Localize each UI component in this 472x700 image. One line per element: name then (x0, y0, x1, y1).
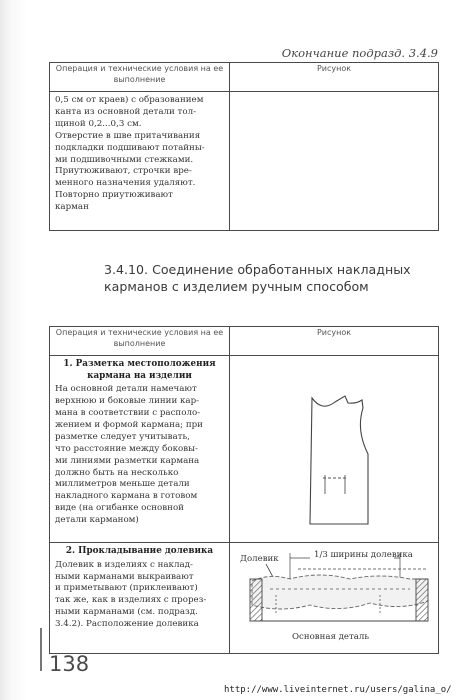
table-top-header (50, 63, 439, 92)
table-bottom-col-operation: Операция и технические условия на ее выполнение (50, 327, 230, 356)
table-bottom-row-2 (50, 543, 439, 654)
text-line: подкладки подшивают потайны- (55, 142, 205, 153)
text-line: На основной детали намечают (55, 384, 197, 395)
step1-title: 1. Разметка местоположения кармана на изделии (63, 359, 216, 381)
table-top (49, 62, 439, 231)
text-line: должно быть на несколько (55, 467, 179, 478)
text-line: Долевик в изделиях с наклад- (55, 559, 193, 570)
text-line: верхнюю и боковые линии кар- (55, 396, 200, 407)
page-number: 138 (49, 652, 90, 676)
text-line: мана в соответствии с располо- (55, 408, 201, 418)
step2-title: 2. Прокладывание долевика (65, 546, 214, 556)
label-third-width: 1/3 ширины долевика (314, 550, 413, 560)
section-title: 3.4.10. Соединение обработанных накладных карманов с изделием ручным способом (104, 262, 411, 294)
text-line: 3.4.2). Расположение долевика (55, 619, 199, 630)
source-url: http://www.liveinternet.ru/users/galina_o/ (224, 685, 452, 695)
text-line: так же, как в изделиях с прорез- (55, 595, 207, 606)
text-line: Приутюживают, строчки вре- (55, 166, 192, 177)
step1-figure-cell (230, 356, 439, 543)
label-main-part: Основная деталь (292, 632, 369, 642)
table-bottom-col-figure: Рисунок (230, 327, 439, 356)
text-line: что расстояние между боковы- (55, 443, 198, 454)
table-top-col-operation: Операция и технические условия на ее выполнение (50, 63, 230, 92)
table-top-figure-cell (230, 92, 439, 231)
text-line: накладного кармана в готовом (55, 491, 198, 502)
text-line: 0,5 см от краев) с образованием (55, 95, 204, 105)
continuation-caption: Окончание подразд. 3.4.9 (281, 46, 438, 60)
step2-figure-cell (230, 543, 439, 654)
text-line: щиной 0,2...0,3 см. (55, 118, 142, 129)
table-top-text (50, 92, 229, 214)
table-top-row (50, 92, 439, 231)
margin-rule (40, 628, 42, 671)
text-line: разметке следует учитывать, (55, 431, 190, 442)
text-line: виде (на огибанке основной (55, 503, 184, 514)
text-line: миллиметров меньше детали (55, 479, 190, 490)
text-line: канта из основной детали тол- (55, 106, 197, 117)
text-line: карман (55, 202, 89, 213)
text-line: детали карманом) (55, 515, 139, 526)
text-line: ми подшивочными стежками. (55, 154, 194, 165)
label-dolevik: Долевик (240, 554, 279, 564)
table-bottom-header (50, 327, 439, 356)
text-line: ми линиями разметки кармана (55, 455, 200, 466)
text-line: ными карманами (см. подразд. (55, 607, 198, 618)
front-pattern-figure (230, 356, 438, 542)
table-top-col-figure: Рисунок (230, 63, 439, 92)
dolevik-figure (230, 543, 438, 653)
text-line: Отверстие в шве притачивания (55, 130, 201, 141)
table-bottom (49, 326, 439, 654)
text-line: Повторно приутюживают (55, 190, 173, 201)
text-line: жением и формой кармана; при (55, 419, 203, 430)
text-line: менного назначения удаляют. (55, 178, 196, 189)
step2-text (50, 560, 229, 631)
step1-text (50, 384, 229, 527)
text-line: ными карманами выкраивают (55, 571, 194, 582)
table-bottom-row-1 (50, 356, 439, 543)
text-line: и приметывают (приклеивают) (55, 583, 198, 594)
